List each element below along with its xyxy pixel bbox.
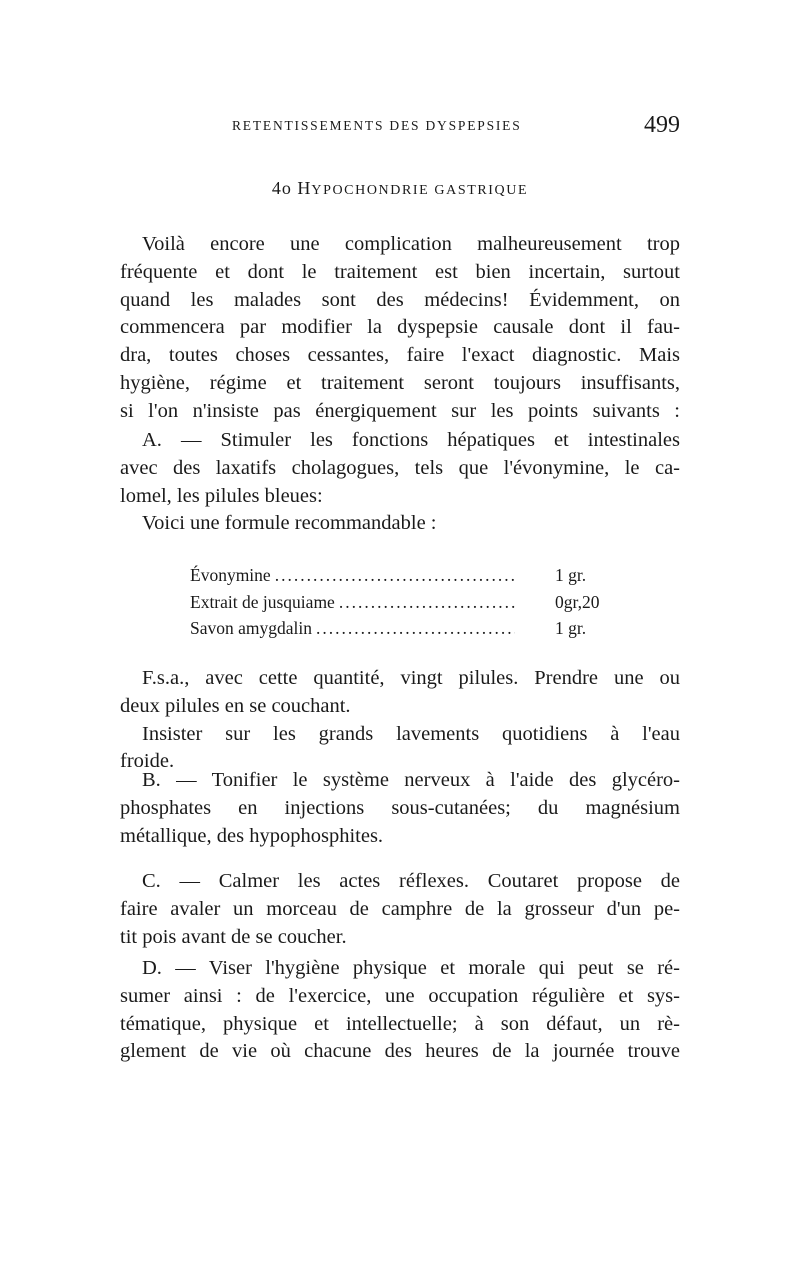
leader-dots <box>339 589 515 616</box>
paragraph-point-c <box>120 868 680 951</box>
text-line: C. — Calmer les actes réflexes. Coutaret propose de <box>142 870 680 892</box>
formula-item-name: Extrait de jusquiame <box>190 591 335 612</box>
text-line: faire avaler un morceau de camphre de la grosseur d'un pe- <box>120 897 680 920</box>
leader-dots <box>316 615 515 642</box>
section-title-initial: H <box>297 178 312 198</box>
text-line: Voici une formule recommandable : <box>142 512 437 535</box>
leader-dots <box>275 562 515 589</box>
paragraph-point-b <box>120 767 680 850</box>
paragraph-point-d <box>120 955 680 1066</box>
paragraph-point-a <box>120 427 680 538</box>
paragraph-intro <box>120 231 680 426</box>
text-line: sumer ainsi : de l'exercice, une occupation régulière et sys- <box>120 984 680 1007</box>
text-line: Insister sur les grands lavements quotidiens à l'eau <box>142 722 680 745</box>
paragraph-fsa <box>120 665 680 776</box>
text-line: B. — Tonifier le système nerveux à l'aide des glycéro- <box>142 769 680 791</box>
text-line: deux pilules en se couchant. <box>120 694 351 717</box>
text-line: D. — Viser l'hygiène physique et morale qui peut se ré- <box>142 957 680 979</box>
text-line: A. — Stimuler les fonctions hépatiques et intestinales <box>142 429 680 451</box>
text-line: commencera par modifier la dyspepsie causale dont il fau- <box>120 316 680 339</box>
section-heading <box>0 178 800 199</box>
page-number: 499 <box>644 112 680 138</box>
text-line: F.s.a., avec cette quantité, vingt pilules. Prendre une ou <box>142 667 680 689</box>
text-line: tit pois avant de se coucher. <box>120 925 347 948</box>
formula-item-quantity: 1 gr. <box>555 565 587 585</box>
text-line: Voilà encore une complication malheureusement trop <box>142 233 680 255</box>
text-line: froide. <box>120 750 175 773</box>
formula-item <box>190 589 630 616</box>
text-line: si l'on n'insiste pas énergiquement sur les points suivants : <box>120 399 680 422</box>
text-line: phosphates en injections sous-cutanées; du magnésium <box>120 796 680 819</box>
formula-item <box>190 562 630 589</box>
text-line: dra, toutes choses cessantes, faire l'exact diagnostic. Mais <box>120 344 680 367</box>
text-line: lomel, les pilules bleues: <box>120 484 323 507</box>
text-line: fréquente et dont le traitement est bien incertain, surtout <box>120 260 680 283</box>
formula-item <box>190 615 630 642</box>
text-line: hygiène, régime et traitement seront toujours insuffisants, <box>120 371 680 394</box>
text-line: glement de vie où chacune des heures de la journée trouve <box>120 1040 680 1063</box>
formula-item-name: Évonymine <box>190 565 271 585</box>
section-title-rest: YPOCHONDRIE GASTRIQUE <box>311 183 529 198</box>
running-head <box>120 112 680 140</box>
formula-item-quantity: 0gr,20 <box>555 591 600 612</box>
formula-list <box>190 562 630 642</box>
running-title: RETENTISSEMENTS DES DYSPEPSIES <box>232 118 522 133</box>
text-line: avec des laxatifs cholagogues, tels que l'évonymine, le ca- <box>120 456 680 479</box>
text-line: quand les malades sont des médecins! Évidemment, on <box>120 288 680 311</box>
formula-item-name: Savon amygdalin <box>190 618 312 638</box>
formula-item-quantity: 1 gr. <box>555 618 587 638</box>
section-number: 4o <box>271 178 292 198</box>
text-line: métallique, des hypophosphites. <box>120 824 384 847</box>
text-line: tématique, physique et intellectuelle; à son défaut, un rè- <box>120 1012 680 1035</box>
